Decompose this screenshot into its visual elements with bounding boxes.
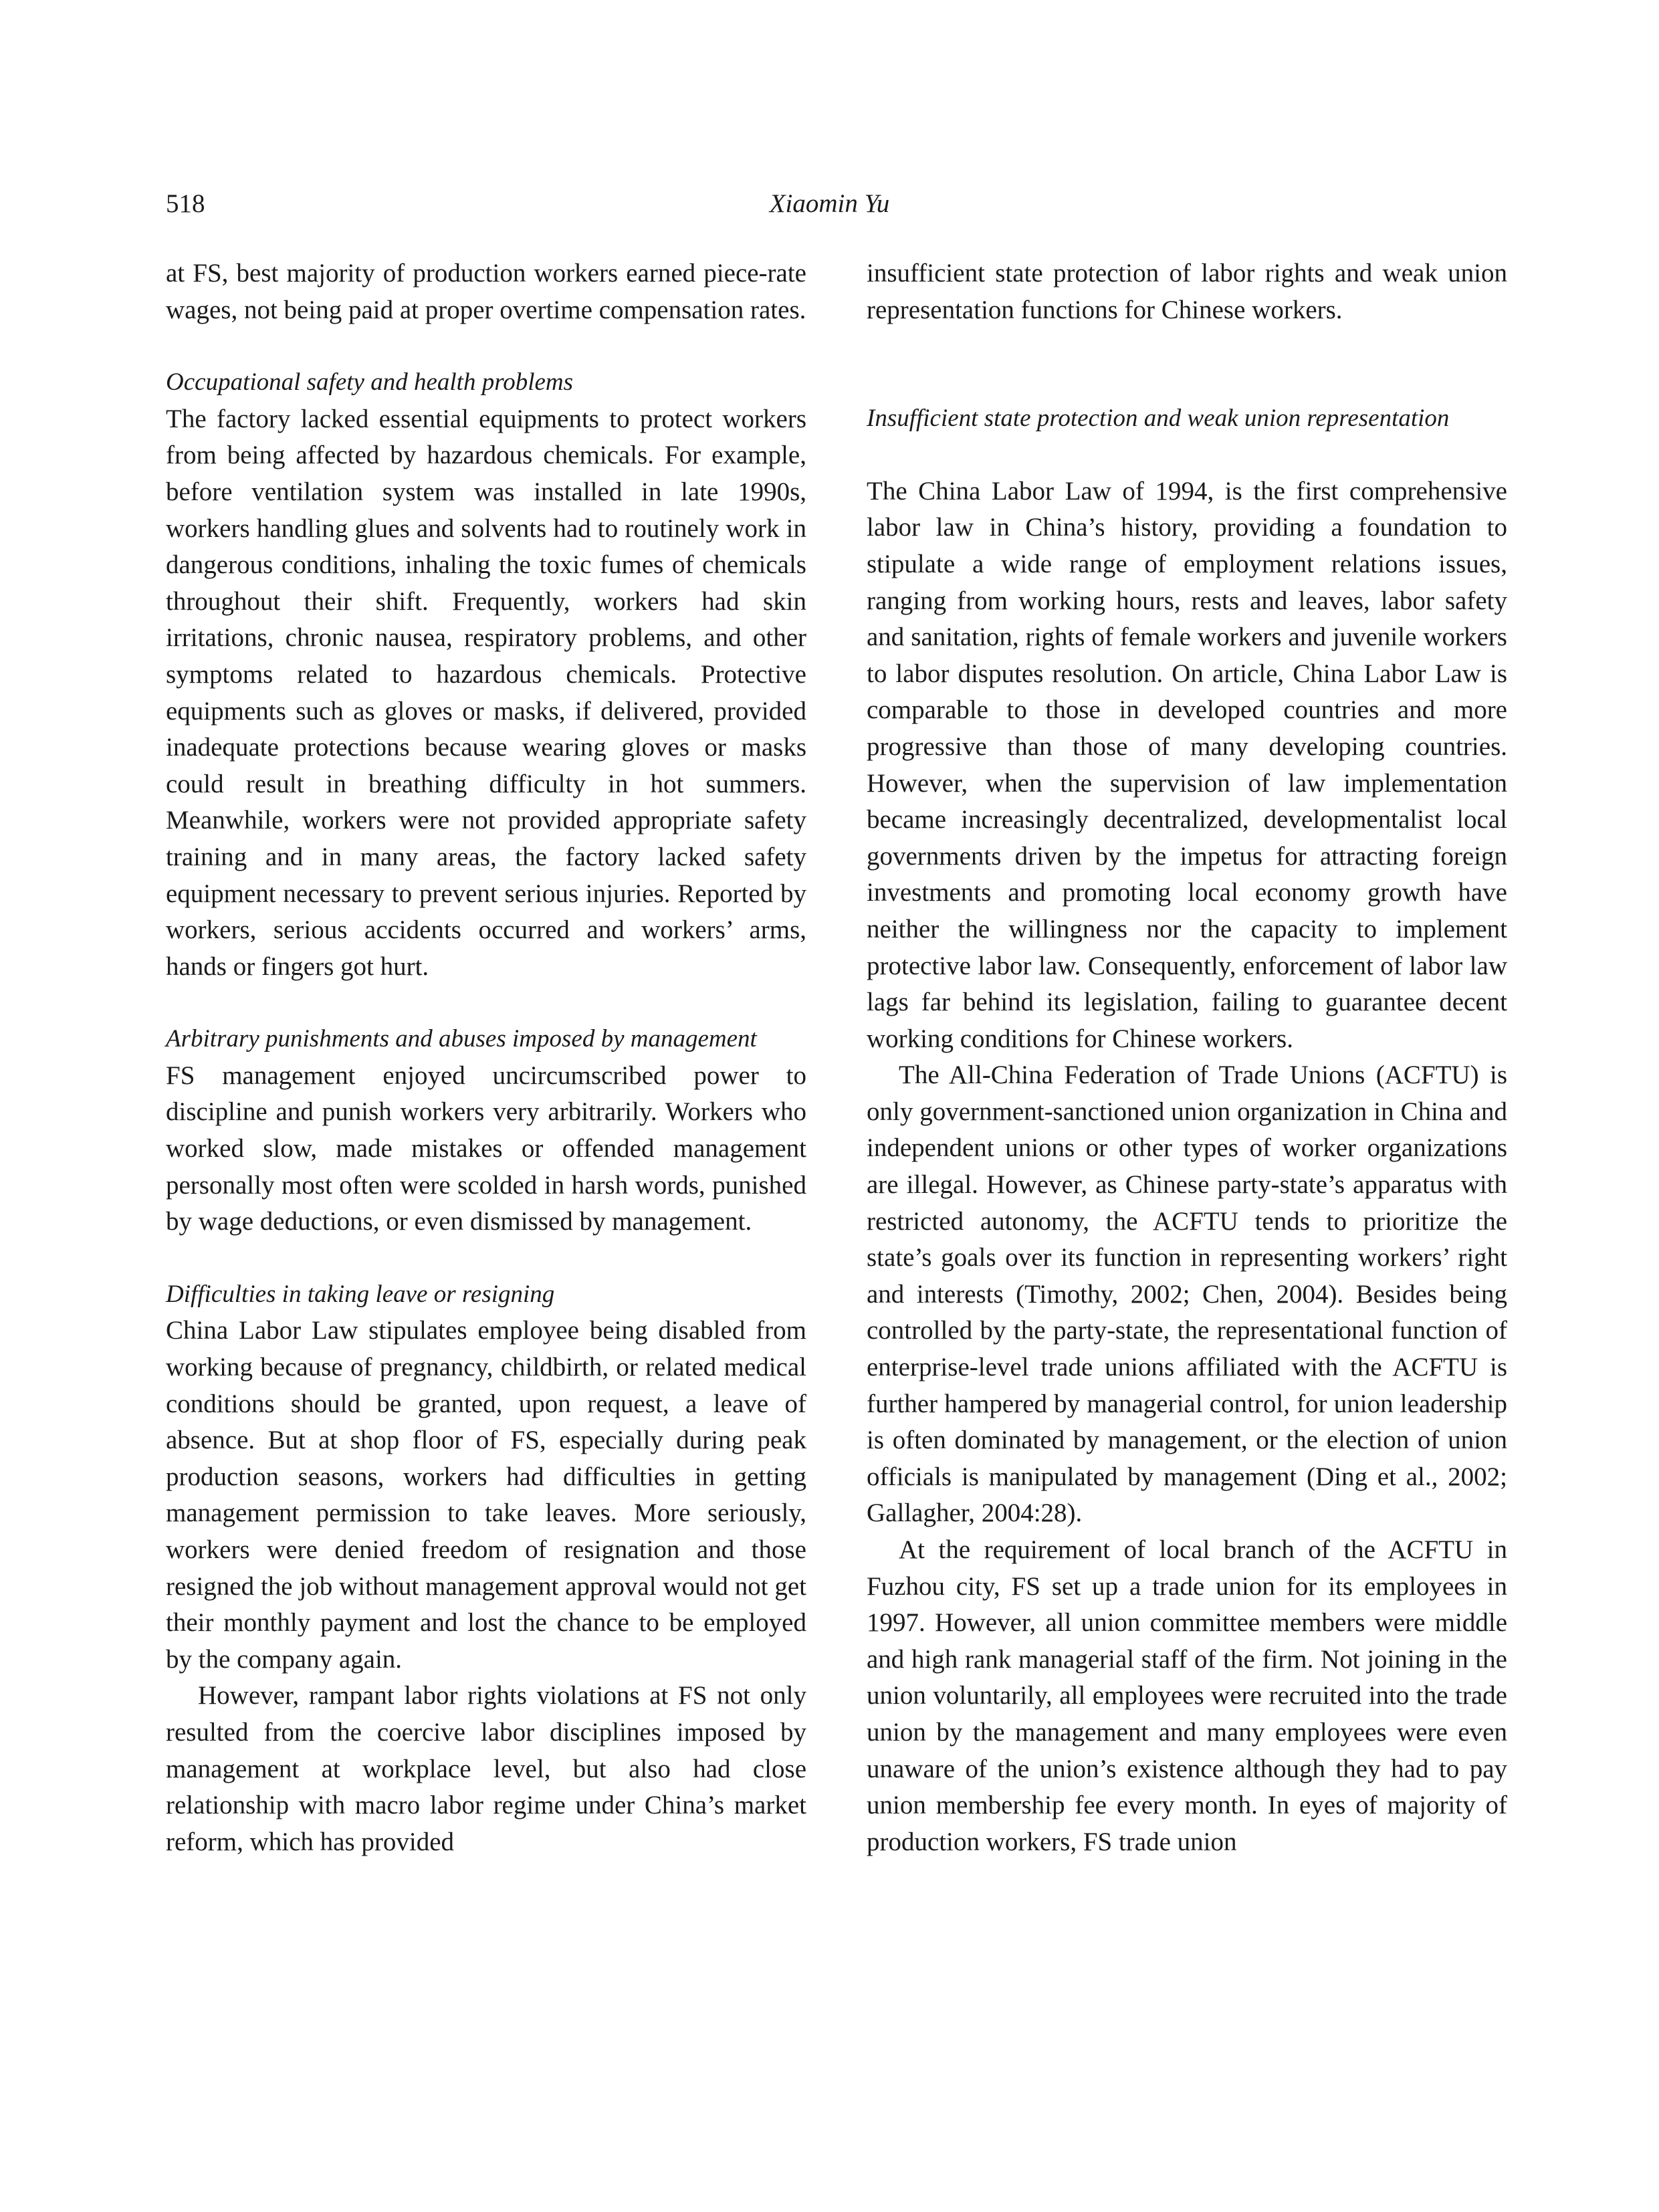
paragraph-punishments: FS management enjoyed uncircumscribed power to discipline and punish workers very arbitrarily. Workers who worked slow, made mistakes or offended management personally most often were scolded in harsh words, punished by wage deductions, or even dismissed by management. [166, 1061, 806, 1236]
paragraph-acftu: The All-China Federation of Trade Unions (ACFTU) is only government-sanctioned union organization in China and independent unions or other types of worker organizations are illegal. However, as Chinese party-state’s apparatus with restricted autonomy, the ACFTU tends to prioritize the state’s goals over its function in representing workers’ right and interests (Timothy, 2002; Chen, 2004). Besides being controlled by the party-state, the representational function of enterprise-level trade unions affiliated with the ACFTU is further hampered by managerial control, for union leadership is often dominated by management, or the election of union officials is manipulated by management (Ding et al., 2002; Gallagher, 2004:28). [867, 1061, 1507, 1528]
paragraph-labor-law: The China Labor Law of 1994, is the first comprehensive labor law in China’s history, providing a foundation to stipulate a wide range of employment relations issues, ranging from working hours, rests and leaves, labor safety and sanitation, rights of female workers and juvenile workers to labor disputes resolution. On article, China Labor Law is comparable to those in developed countries and more progressive than those of many developing countries. However, when the supervision of law implementation became increasingly decentralized, developmentalist local governments driven by the impetus for attracting foreign investments and promoting local economy growth have neither the willingness nor the capacity to implement protective labor law. Consequently, enforcement of labor law lags far behind its legislation, failing to guarantee decent working conditions for Chinese workers. [867, 476, 1507, 1053]
section-spacer [166, 1240, 806, 1277]
section-heading-safety: Occupational safety and health problems [166, 368, 574, 397]
section-spacer [867, 437, 1507, 473]
left-column [166, 255, 806, 1860]
paragraph-leave: China Labor Law stipulates employee being disabled from working because of pregnancy, childbirth, or related medical conditions should be granted, upon request, a leave of absence. But at shop floor of FS, especially during peak production seasons, workers had difficulties in getting management permission to take leaves. More seriously, workers were denied freedom of resignation and those resigned the job without management approval would not get their monthly payment and lost the chance to be employed by the company again. [166, 1316, 806, 1674]
paragraph-fuzhou: At the requirement of local branch of the ACFTU in Fuzhou city, FS set up a trade union for its employees in 1997. However, all union committee members were middle and high rank managerial staff of the firm. Not joining in the union voluntarily, all employees were recruited into the trade union by the management and many employees were even unaware of the union’s existence although they had to pay union membership fee every month. In eyes of majority of production workers, FS trade union [867, 1535, 1507, 1856]
running-head: Xiaomin Yu [769, 189, 890, 218]
section-spacer [166, 985, 806, 1021]
page-number: 518 [166, 189, 205, 218]
section-heading-leave: Difficulties in taking leave or resigning [166, 1280, 555, 1308]
right-column [867, 255, 1507, 1860]
paragraph-however: However, rampant labor rights violations at FS not only resulted from the coercive labor disciplines imposed by management at workplace level, but also had close relationship with macro labor regime under China’s market reform, which has provided [166, 1681, 806, 1856]
section-spacer [867, 328, 1507, 401]
section-heading-punishments: Arbitrary punishments and abuses imposed by management [166, 1025, 757, 1053]
paragraph-safety: The factory lacked essential equipments to protect workers from being affected by hazardous chemicals. For example, before ventilation system was installed in late 1990s, workers handling glues and solvents had to routinely work in dangerous conditions, inhaling the toxic fumes of chemicals throughout their shift. Frequently, workers had skin irritations, chronic nausea, respiratory problems, and other symptoms related to hazardous chemicals. Protective equipments such as gloves or masks, if delivered, provided inadequate protections because wearing gloves or masks could result in breathing difficulty in hot summers. Meanwhile, workers were not provided appropriate safety training and in many areas, the factory lacked safety equipment necessary to prevent serious injuries. Reported by workers, serious accidents occurred and workers’ arms, hands or fingers got hurt. [166, 404, 806, 981]
paragraph-continued-wages: at FS, best majority of production workers earned piece-rate wages, not being paid at proper overtime compensation rates. [166, 259, 806, 324]
section-heading-state-protection: Insufficient state protection and weak union representation [867, 405, 1450, 433]
paragraph-continued-protection: insufficient state protection of labor rights and weak union representation functions for Chinese workers. [867, 259, 1507, 324]
section-spacer [166, 328, 806, 364]
